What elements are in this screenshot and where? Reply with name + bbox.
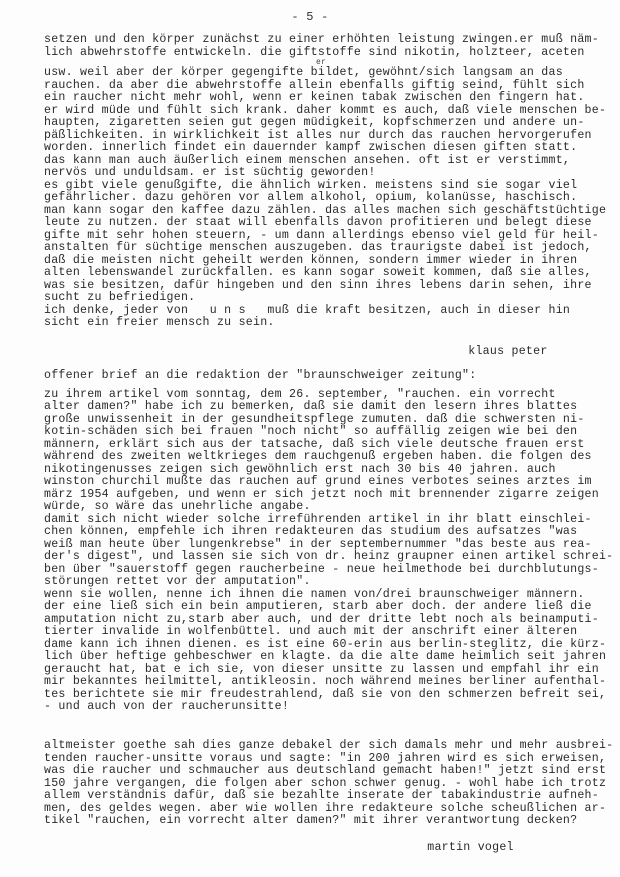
- text-line: alter damen?" habe ich zu bemerken, daß sie damit den lesern ihres blattes: [44, 400, 578, 413]
- text-line: man kann sogar den kaffee dazu zählen. das alles machen sich geschäftstüchtige: [44, 203, 607, 217]
- text-line: damit sich nicht wieder solche irreführenden artikel in ihr blatt einschlei-: [44, 512, 592, 526]
- text-line: große unwissenheit in der gesundheitspflege zumuten. daß die schwersten ni-: [44, 412, 585, 426]
- text-line: usw. weil aber der körper gegengifte bildet, gewöhnt/sich langsam an das: [44, 66, 563, 79]
- text-line: setzen und den körper zunächst zu einer erhöhten leistung zwingen.er muß näm-: [44, 33, 599, 46]
- closing-section: [44, 739, 614, 854]
- text-line: was die raucher und schmaucher aus deutschland gemacht haben!" jetzt sind erst: [44, 764, 607, 777]
- text-line: lich über heftige gehbeschwer en klagte. da die alte dame heimlich seit jahren: [44, 650, 607, 663]
- text-line: tierter invalide in wolfenbüttel. und auch mit der anschrift einer älteren: [44, 625, 578, 638]
- text-line: gefährlicher. dazu gehören vor allem alkohol, opium, kolanüsse, haschisch.: [44, 191, 578, 204]
- text-line: winston churchil mußte das rauchen auf grund eines verbotes seines arztes im: [44, 475, 592, 488]
- essay-signature-row: [44, 332, 614, 358]
- text-line: nervös und unduldsam. er ist süchtig geworden!: [44, 166, 376, 179]
- text-line: worden. innerlich findet ein dauernder kampf zwischen diesen giften statt.: [44, 141, 578, 154]
- text-line: was sie besitzen, dafür hingeben und den sinn ihres lebens darin sehen, ihre: [44, 278, 592, 292]
- essay-signature: klaus peter: [468, 344, 548, 358]
- text-line: 150 jahre vergangen, die folgen aber schon schwer genug. - wohl habe ich trotz: [44, 776, 607, 790]
- text-line: männern, erklärt sich aus der tatsache, daß sich viele deutsche frauen erst: [44, 437, 585, 451]
- text-line: kotin-schäden sich bei frauen "noch nicht" so auffällig zeigen wie bei den: [44, 425, 578, 438]
- text-line: mir bekanntes heilmittel, antikleosin. noch während meines berliner aufenthal-: [44, 675, 607, 688]
- text-line: störungen rettet vor der amputation".: [44, 575, 311, 588]
- text-line: alten lebenswandel zurückfallen. es kann sogar soweit kommen, daß sie alles,: [44, 266, 592, 279]
- letter-section: [44, 370, 614, 714]
- text-line: tes berichtete sie mir freudestrahlend, daß sie von den schmerzen befreit sei,: [44, 687, 607, 701]
- text-line: sicht ein freier mensch zu sein.: [44, 316, 275, 329]
- text-line: sucht zu befriedigen.: [44, 291, 196, 304]
- text-line: rauchen. da aber die abwehrstoffe allein ebenfalls giftig seind, fühlt sich: [44, 78, 585, 92]
- correction-row: [44, 59, 614, 67]
- text-line: geraucht hat, bat e ich sie, von dieser unsitte zu lassen und empfahl ihr ein: [44, 662, 599, 676]
- text-line: nikotingenusses zeigen sich gewöhnlich erst nach 30 bis 40 jahren. auch: [44, 462, 556, 476]
- text-line: - und auch von der raucherunsitte!: [44, 700, 290, 713]
- text-line: ich denke, jeder von u n s muß die kraft besitzen, auch in dieser hin: [44, 303, 571, 317]
- text-line: päßlichkeiten. in wirklichkeit ist alles nur durch das rauchen hervorgerufen: [44, 128, 592, 142]
- closing-signature: martin vogel: [427, 840, 514, 854]
- text-line: es gibt viele genußgifte, die ähnlich wirken. meistens sind sie sogar viel: [44, 178, 578, 192]
- text-line: amputation nicht zu,starb aber auch, und der dritte lebt noch als beinamputi-: [44, 612, 599, 626]
- text-line: weiß man heute über lungenkrebse" in der septembernummer "das beste aus rea-: [44, 537, 592, 551]
- text-line: der eine ließ sich ein bein amputieren, starb aber doch. der andere ließ die: [44, 600, 592, 613]
- text-line: der's digest", und lassen sie sich von dr. heinz graupner einen artikel schrei-: [44, 550, 614, 563]
- text-line: leute zu nutzen. der staat will ebenfalls davon profitieren und belegt diese: [44, 216, 592, 229]
- text-line: lich abwehrstoffe entwickeln. die giftstoffe sind nikotin, holzteer, aceten: [44, 45, 585, 59]
- text-line: tikel "rauchen, ein vorrecht alter damen?" mit ihrer verantwortung decken?: [44, 814, 578, 827]
- letter-heading: offener brief an die redaktion der "braunschweiger zeitung":: [44, 369, 477, 382]
- text-line: anstalten für süchtige menschen auszugeben. das traurigste dabei ist jedoch,: [44, 241, 592, 254]
- text-line: men, des geldes wegen. aber wie wollen ihre redakteure solche scheußlichen ar-: [44, 801, 607, 815]
- handwritten-correction: er: [316, 58, 327, 67]
- closing-signature-row: [44, 828, 614, 854]
- text-line: märz 1954 aufgeben, und wenn er sich jetzt noch mit brennender zigarre zeigen: [44, 487, 599, 501]
- page-number: - 5 -: [291, 10, 329, 24]
- text-line: ein raucher nicht mehr wohl, wenn er keinen tabak zwischen den fingern hat.: [44, 91, 585, 104]
- text-line: das kann man auch äußerlich einem menschen ansehen. oft ist er verstimmt,: [44, 153, 571, 167]
- essay-body: [44, 33, 614, 358]
- text-line: zu ihrem artikel vom sonntag, dem 26. september, "rauchen. ein vorrecht: [44, 387, 556, 401]
- text-line: chen können, empfehle ich ihren redakteuren das studium des aufsatzes "was: [44, 525, 578, 538]
- text-line: während des zweiten weltkrieges dem rauchgenuß ergeben haben. die folgen des: [44, 450, 592, 463]
- text-line: er wird müde und fühlt sich krank. daher kommt es auch, daß viele menschen be-: [44, 103, 607, 117]
- text-line: gifte mit sehr hohen steuern, - um dann allerdings ebenso viel geld für heil-: [44, 228, 599, 242]
- text-line: dame kann ich ihnen dienen. es ist eine 60-erin aus berlin-steglitz, die kürz-: [44, 637, 607, 651]
- text-line: haupten, zigaretten seien gut gegen müdigkeit, kopfschmerzen und andere un-: [44, 116, 585, 129]
- text-line: tenden raucher-unsitte voraus und sagte: "in 200 jahren wird es sich erweisen,: [44, 751, 607, 765]
- text-line: altmeister goethe sah dies ganze debakel der sich damals mehr und mehr ausbrei-: [44, 739, 614, 752]
- text-line: daß die meisten nicht geheilt werden können, sondern immer wieder in ihren: [44, 253, 578, 267]
- text-line: würde, so wäre das unehrliche angabe.: [44, 500, 311, 513]
- text-line: wenn sie wollen, nenne ich ihnen die namen von/drei braunschweiger männern.: [44, 587, 585, 601]
- text-line: ben über "sauerstoff gegen raucherbeine - neue heilmethode bei durchblutungs-: [44, 562, 599, 576]
- text-line: allem verständnis dafür, daß sie bezahlte inserate der tabakindustrie aufneh-: [44, 789, 599, 802]
